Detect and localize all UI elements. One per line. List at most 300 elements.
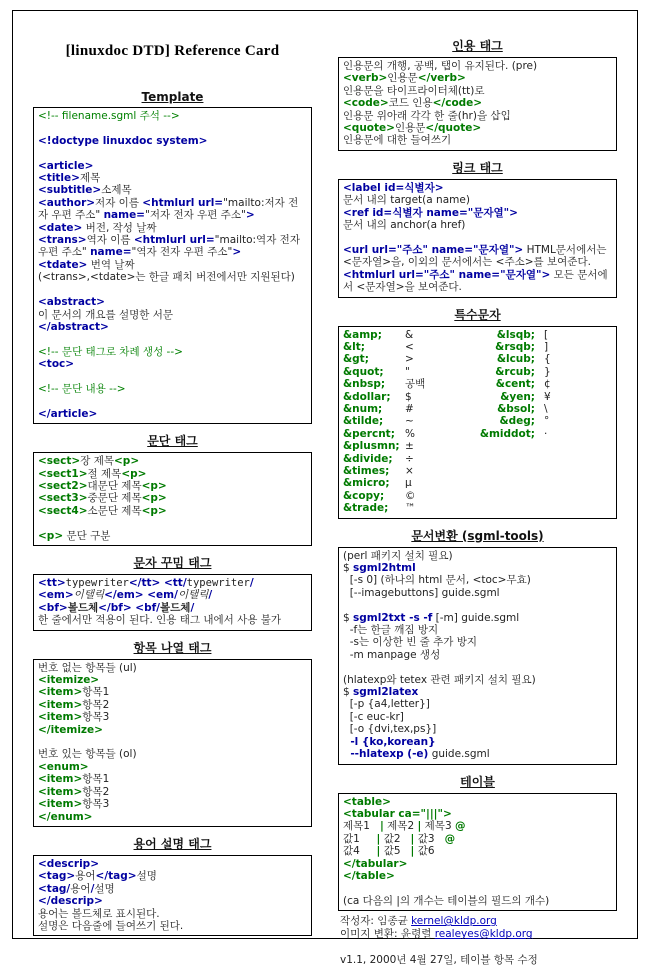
text-segment: 볼드체 [67,601,99,614]
section-template [33,90,312,424]
text-segment: 버전, 작성 날짜 [82,221,157,234]
email-link[interactable]: realeyes@kldp.org [434,927,533,940]
text-segment: > [232,246,242,259]
text-segment: 소문단 제목 [87,504,142,517]
text-line [38,197,307,222]
text-segment: > [245,209,255,222]
text-segment: <url url="주소" name="문자열"> [343,243,524,256]
text-segment: 역자 이름 [86,234,134,247]
text-segment: <p> [121,467,147,480]
text-segment: "mailto:저자 전자 우편 주소" [38,196,299,222]
text-line [38,589,307,601]
section-title-sgml-tools: 문서변환 (sgml-tools) [411,528,544,543]
text-line [38,505,307,517]
text-line [343,820,612,832]
text-line [38,674,307,686]
text-line [38,895,307,907]
text-segment: <tabular ca="|||"> [343,807,452,820]
text-segment: 이탤릭 [177,589,209,602]
section-title-quote-tags: 인용 태그 [452,39,503,53]
section-body-special-chars [338,326,617,519]
text-segment: [-o {dvi,tex,ps}] [343,723,437,736]
entity-name: &lt; [343,340,365,353]
text-segment: 문단 구분 [63,529,111,542]
text-line [38,321,307,333]
page-title: [linuxdoc DTD] Reference Card [65,43,280,59]
text-line [343,134,612,146]
text-segment: 값5 [380,845,411,858]
text-segment: -l {ko,korean} [343,735,436,748]
entity-name: &amp; [343,328,382,341]
text-segment: </quote> [425,122,482,135]
entity-row [343,378,612,390]
text-segment: sgml2html [353,562,416,574]
text-segment: <bf> [38,601,68,614]
text-segment: 값1 [343,832,377,845]
text-segment: [-p {a4,letter}] [343,698,430,711]
text-line [343,686,612,698]
text-segment: --hlatexp (-e) [343,748,429,761]
text-segment: 항목1 [82,773,110,786]
text-segment: <trans> [38,234,87,247]
text-segment: [--imagebuttons] guide.sgml [343,586,500,599]
text-segment: </tabular> [343,857,408,870]
text-segment: 저자 이름 [95,196,143,209]
text-segment: <p> [141,492,167,505]
text-line [38,686,307,698]
text-segment: 값2 [380,832,411,845]
entity-name: &percnt; [343,427,395,440]
text-line [343,661,612,673]
text-segment: <author> [38,196,96,209]
entity-row [343,329,612,341]
section-footer [338,911,617,970]
text-line [38,908,307,920]
text-line [38,761,307,773]
entity-name: &times; [343,464,390,477]
text-line [38,147,307,159]
entity-value: [ [544,328,549,341]
text-segment: <subtitle> [38,184,102,197]
text-segment: <code> [343,97,389,110]
entity-value: ¢ [544,378,551,391]
entity-row [343,490,612,502]
text-line [340,928,615,941]
text-segment: <!-- 문단 태그로 차례 생성 --> [38,345,183,358]
text-line [38,773,307,785]
text-segment: typewriter [65,577,129,589]
text-line [343,649,612,661]
text-segment: [-m] guide.sgml [432,611,520,624]
section-title-special-chars: 특수문자 [454,307,501,322]
entity-value: & [405,328,414,341]
text-segment: <item> [38,698,83,711]
text-segment: 항목3 [82,798,110,811]
text-line [343,796,612,808]
section-body-footer [338,911,617,970]
entity-name: &trade; [343,502,389,515]
text-line [38,699,307,711]
section-title-link-tags: 링크 태그 [452,160,503,175]
entity-name: &lsqb; [496,328,535,341]
text-segment: @ [454,820,466,833]
text-segment: </abstract> [38,320,109,333]
entity-name: &dollar; [343,390,391,403]
entity-name: &copy; [343,489,385,502]
text-line [38,614,307,626]
text-segment: <enum> [38,760,89,773]
entity-value: < [405,340,414,353]
section-body-quote-tags [338,57,617,151]
text-segment: 용어 [70,882,91,895]
text-segment: <tdate> [38,258,88,271]
section-description-tags [33,835,312,936]
text-line [343,97,612,109]
text-line [38,371,307,383]
text-segment: <sect4> [38,504,88,517]
text-segment: 값4 [343,845,377,858]
text-segment: "mailto:역자 전자 우편 주소" [38,234,304,259]
entity-value: # [405,402,414,415]
entity-name: &bsol; [497,402,535,415]
text-line [343,736,612,748]
text-segment: $ [343,611,354,624]
text-line [343,612,612,624]
section-quote-tags [338,37,617,151]
text-line [38,333,307,345]
text-line [38,883,307,895]
text-line [38,492,307,504]
text-line [38,455,307,467]
text-line [38,346,307,358]
entity-value: × [405,464,414,477]
text-segment: -s는 이상한 빈 줄 추가 방지 [343,636,478,649]
text-line [38,748,307,760]
text-segment: HTML문서에서는 <문자열>을, 이외의 문서에서는 <주소>를 보여준다. [343,243,610,269]
text-segment: 번역 날짜 [87,258,135,271]
text-segment: 작성자: 임종균 [340,915,412,928]
entity-value: { [544,353,551,366]
text-segment: <em> [38,589,74,602]
text-segment: 값3 [414,832,445,845]
text-line [343,845,612,857]
text-segment: <label id=식별자> [343,181,444,194]
text-segment: <item> [38,773,83,786]
text-segment: 이 문서의 개요를 설명한 서문 [38,308,174,321]
text-segment: 항목3 [82,711,110,724]
text-segment: </bf> <bf/ [98,601,161,614]
text-segment: <abstract> [38,296,105,309]
entity-row [343,366,612,378]
text-segment: 용어 [75,870,96,883]
entity-row [343,403,612,415]
text-line [343,808,612,820]
section-title-paragraph-tags: 문단 태그 [147,434,198,449]
text-line [343,182,612,194]
entity-value: ¥ [544,390,551,403]
text-segment: </descrip> [38,895,103,908]
entity-name: &quot; [343,365,384,378]
entity-row [343,440,612,452]
text-line [38,222,307,234]
entity-name: &num; [343,402,383,415]
text-line [343,858,612,870]
text-segment: name= [90,246,132,259]
text-segment: 한 줄에서만 적용이 된다. 인용 태그 내에서 사용 불가 [38,614,282,627]
text-segment: "저자 전자 우편 주소" [144,209,246,222]
text-segment: 장 제목 [80,455,114,468]
text-segment: (ca 다음의 |의 개수는 테이블의 필드의 개수) [343,894,550,907]
text-segment: <htmlurl url= [133,234,215,247]
text-segment: <item> [38,686,83,699]
text-segment: <item> [38,785,83,798]
entity-value: ~ [405,415,414,428]
text-segment: <p> [141,479,167,492]
entity-name: &rsqb; [495,340,535,353]
text-segment: 문서 내의 anchor(a href) [343,219,466,232]
entity-row [343,465,612,477]
section-sgml-tools [338,527,617,765]
text-line [343,231,612,243]
section-body-description-tags [33,855,312,936]
text-segment: -f는 한글 깨짐 방지 [343,624,439,637]
entity-name: &deg; [499,415,535,428]
section-title-description-tags: 용어 설명 태그 [133,836,212,851]
entity-row [343,477,612,489]
entity-value: % [405,427,415,440]
entity-row [343,428,612,440]
section-body-sgml-tools [338,547,617,765]
text-segment: sgml2latex [353,686,419,699]
section-body-link-tags [338,179,617,298]
text-line [38,271,307,283]
text-segment: <sect2> [38,479,88,492]
section-list-tags [33,639,312,827]
text-segment: typewriter [186,577,250,589]
section-paragraph-tags [33,432,312,546]
text-line [38,920,307,932]
text-segment: <p> [114,455,140,468]
text-line [38,736,307,748]
entity-row [343,391,612,403]
section-body-table-tags [338,793,617,912]
text-segment: <tt> [38,577,66,589]
text-segment: <sect3> [38,492,88,505]
text-segment: <tag/ [38,882,71,895]
text-segment: 인용문 위아래 각각 한 줄(hr)을 삽입 [343,109,511,122]
text-line [343,562,612,574]
text-segment: v1.1, 2000년 4월 27일, 테이블 항목 수정 [340,953,538,966]
section-body-paragraph-tags [33,452,312,546]
text-segment: 항목2 [82,785,110,798]
section-title-template: Template [141,90,204,104]
text-segment: 번호 있는 항목들 (ol) [38,748,137,761]
entity-value: ° [544,415,550,428]
entity-name: &micro; [343,477,390,490]
text-line [343,219,612,231]
text-segment: 코드 인용 [388,97,433,110]
text-segment: 번호 없는 항목들 (ul) [38,661,137,674]
section-table-tags [338,773,617,912]
text-segment: / [90,882,95,895]
section-title-char-style-tags: 문자 꾸밈 태그 [133,556,212,570]
text-line [343,244,612,269]
text-segment: 설명 [94,882,115,895]
text-segment: 제목3 [421,820,455,833]
text-line [343,636,612,648]
entity-value: $ [405,390,412,403]
text-line [343,674,612,686]
text-line [343,550,612,562]
text-line [38,160,307,172]
text-segment: </code> [432,97,483,110]
entity-name: &gt; [343,353,369,366]
entity-value: } [544,365,551,378]
text-segment: </verb> [417,72,466,85]
text-segment: </em> <em/ [104,589,178,602]
text-segment: [-s 0] (하나의 html 문서, <toc>무효) [343,574,531,587]
section-body-template [33,107,312,424]
entity-name: &yen; [500,390,535,403]
text-segment: | [410,832,415,845]
text-segment: 값6 [414,845,435,858]
reference-card-page [12,10,638,966]
text-segment: </table> [343,869,395,882]
text-segment: <table> [343,795,391,808]
text-line [38,468,307,480]
text-line [343,85,612,97]
entity-name: &tilde; [343,415,384,428]
text-line [343,698,612,710]
entity-value: 공백 [405,378,426,391]
text-line [343,587,612,599]
entity-name: &lcub; [496,353,535,366]
text-line [38,234,307,259]
text-line [38,408,307,420]
text-line [340,941,615,954]
text-segment: (hlatexp와 tetex 관련 패키지 설치 필요) [343,673,536,686]
text-line [38,480,307,492]
text-segment: <date> [38,221,83,234]
text-line [38,296,307,308]
text-segment: 인용문을 타이프라이터체(tt)로 [343,84,485,97]
entity-name: &divide; [343,452,393,465]
text-segment: <!-- 문단 내용 --> [38,382,126,395]
text-segment: "역자 전자 우편 주소" [131,246,233,259]
text-segment: 인용문 [394,122,426,135]
text-line [38,602,307,614]
entity-name: &cent; [495,378,535,391]
text-segment: <quote> [343,122,395,135]
entity-name: &plusmn; [343,440,400,453]
text-segment: <article> [38,159,94,172]
text-segment: 용어는 볼드체로 표시된다. [38,907,160,920]
text-line [343,122,612,134]
entity-row [343,341,612,353]
text-segment: / [249,577,254,589]
text-segment: / [190,601,195,614]
text-segment: | [417,820,422,833]
text-segment: | [376,832,381,845]
text-segment: 문서 내의 target(a name) [343,194,470,207]
text-segment: | [379,820,384,833]
text-segment: 절 제목 [87,467,122,480]
entity-value: \ [544,402,548,415]
text-line [343,110,612,122]
text-segment: 제목2 [383,820,418,833]
text-line [343,711,612,723]
text-line [343,748,612,760]
text-line [38,284,307,296]
text-line [38,870,307,882]
section-special-chars [338,306,617,519]
entity-value: ™ [405,502,416,515]
text-segment: 인용문의 개행, 공백, 탭이 유지된다. (pre) [343,60,538,72]
text-segment: <htmlurl url= [142,196,224,209]
text-line [343,870,612,882]
text-segment: <verb> [343,72,388,85]
text-line [38,395,307,407]
text-line [343,60,612,72]
text-line [38,711,307,723]
entity-name: &rcub; [495,365,535,378]
text-line [38,110,307,122]
entity-value: > [405,353,414,366]
text-segment: <title> [38,172,80,185]
text-line [343,833,612,845]
text-segment: <tag> [38,870,76,883]
entity-value: ] [544,340,549,353]
section-title-table-tags: 테이블 [460,774,495,789]
entity-row [343,453,612,465]
entity-value: ± [405,440,414,453]
text-segment: <toc> [38,358,75,371]
entity-name: &nbsp; [343,378,386,391]
entity-name: &middot; [479,427,535,440]
text-segment: <!doctype linuxdoc system> [38,134,208,147]
text-segment: [-c euc-kr] [343,710,404,723]
email-link[interactable]: kernel@kldp.org [411,915,497,928]
text-segment: sgml2txt -s -f [353,611,433,624]
entity-value: ÷ [405,452,414,465]
text-line [340,954,615,967]
text-line [340,915,615,928]
text-segment: 인용문에 대한 들여쓰기 [343,134,452,147]
text-line [38,172,307,184]
text-segment: <p> [38,529,64,542]
text-line [38,135,307,147]
text-line [38,530,307,542]
section-body-list-tags [33,659,312,827]
text-segment: 인용문 [387,72,418,85]
section-body-char-style-tags [33,574,312,631]
text-line [343,599,612,611]
entity-value: µ [405,477,412,490]
text-line [343,882,612,894]
text-segment: <sect> [38,455,81,468]
section-link-tags [338,159,617,298]
text-segment: 모든 문서에서 <문자열>을 보여준다. [343,268,608,294]
entity-value: · [544,427,548,440]
text-segment: <itemize> [38,674,100,687]
text-segment: </itemize> [38,723,103,736]
entity-value: " [405,365,410,378]
text-segment: 대문단 제목 [87,479,142,492]
text-segment: <descrip> [38,857,100,870]
text-segment: <htmlurl url="주소" name="문자열"> [343,268,551,281]
text-segment: name= [103,209,145,222]
text-line [343,574,612,586]
